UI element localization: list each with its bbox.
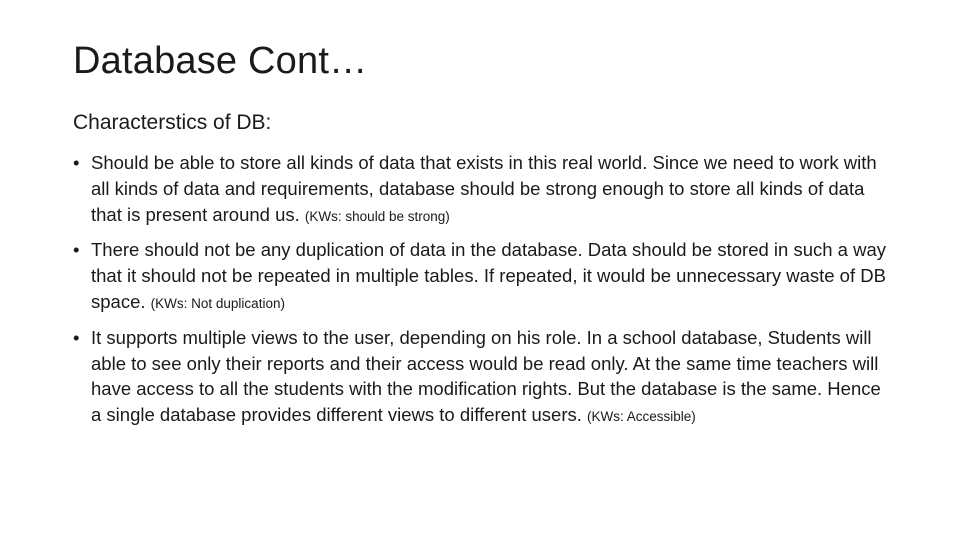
bullet-dot-icon: •: [73, 239, 80, 261]
bullet-item: [73, 150, 893, 229]
bullet-item: [73, 325, 893, 430]
bullet-text: There should not be any duplication of data in the database. Data should be stored in such a way that it should not be repeated in multiple tables. If repeated, it would be unnecessary waste of DB space.: [91, 239, 887, 312]
slide-title: Database Cont…: [73, 40, 368, 82]
bullet-text: Should be able to store all kinds of data that exists in this real world. Since we need to work with all kinds of data and requirements, database should be strong enough to store all kinds of data that is present around us.: [91, 152, 877, 225]
bullet-dot-icon: •: [73, 152, 80, 173]
slide-subtitle: Characterstics of DB:: [73, 111, 272, 134]
bullet-keyword: (KWs: Accessible): [587, 409, 696, 425]
bullet-keyword: (KWs: Not duplication): [150, 295, 285, 311]
bullet-dot-icon: •: [73, 326, 80, 348]
bullet-keyword: (KWs: should be strong): [304, 208, 450, 224]
bullet-text: It supports multiple views to the user, depending on his role. In a school database, Students will able to see only their reports and their access would be read only. At the same time teachers will have access to all the students with the modification rights. But the database is the same. Hence a single database provides different views to different users.: [91, 326, 881, 426]
bullet-item: [73, 237, 893, 316]
bullet-list: [73, 150, 893, 438]
